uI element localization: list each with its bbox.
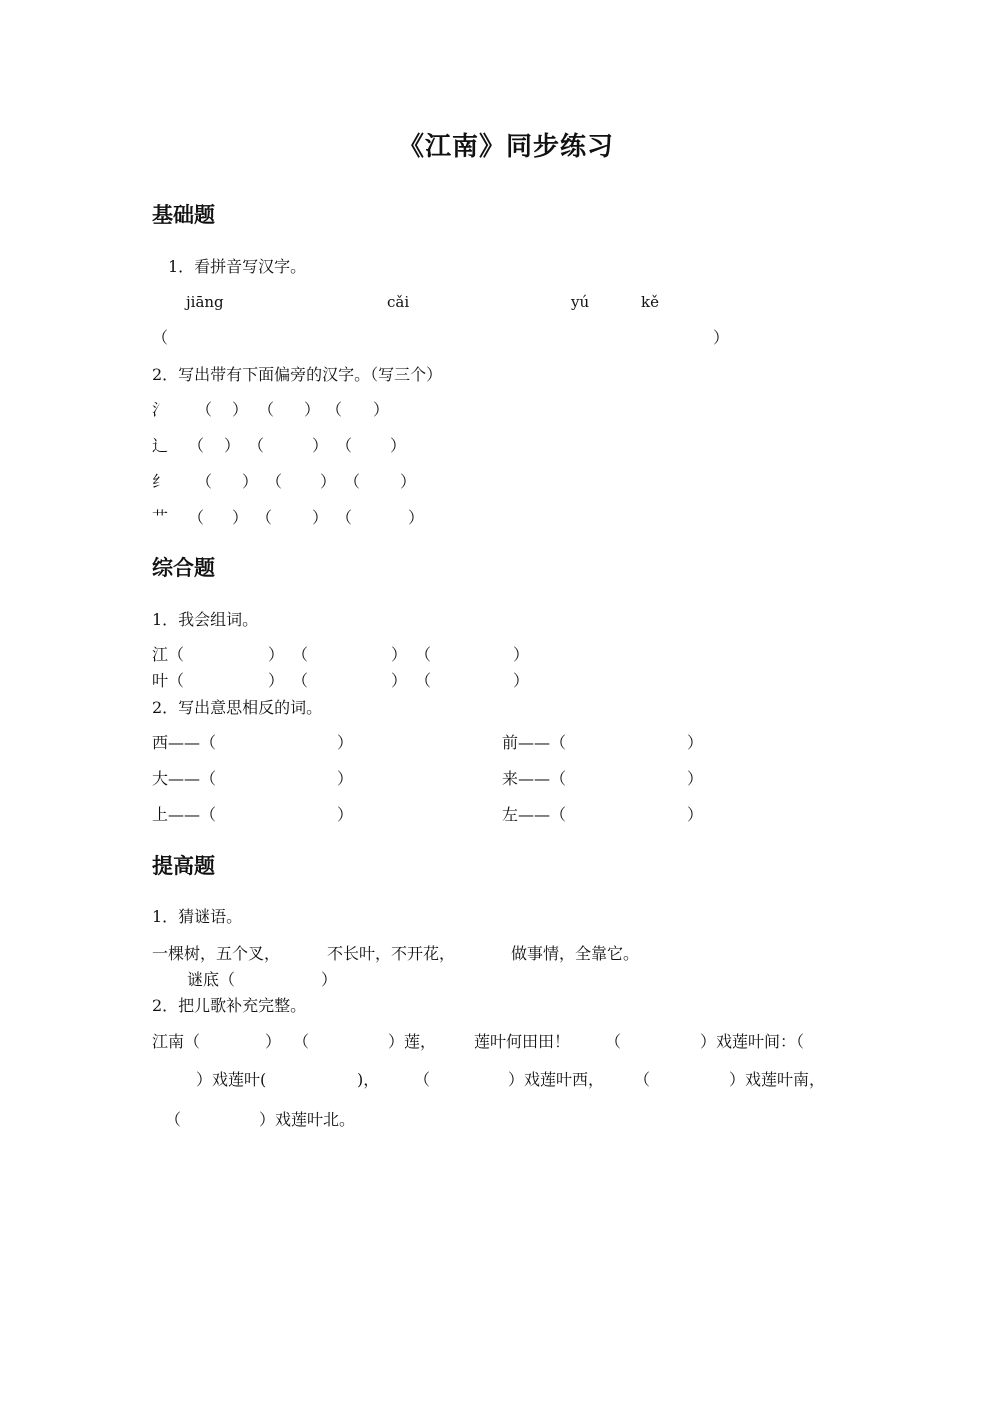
- radical-label: 氵: [152, 400, 169, 419]
- section-heading-basic: 基础题: [152, 202, 215, 227]
- section-heading-combined: 综合题: [152, 555, 215, 580]
- answer-bracket-close: ）: [713, 328, 730, 347]
- section-heading-advanced: 提高题: [152, 853, 215, 878]
- pinyin-4: kě: [641, 293, 659, 311]
- riddle-line: 一棵树，五个叉，: [152, 944, 281, 963]
- answer-bracket-open: （: [152, 328, 169, 347]
- riddle-line: 做事情，全靠它。: [511, 944, 640, 963]
- riddle-line: 不长叶，不开花，: [327, 944, 456, 963]
- riddle-answer-label: 谜底（: [187, 970, 236, 989]
- question-prompt: 1．猜谜语。: [152, 907, 243, 926]
- radical-label: 艹: [152, 508, 169, 527]
- question-prompt: 1．看拼音写汉字。: [168, 257, 307, 276]
- radical-label: 辶: [152, 436, 169, 455]
- question-prompt: 1．我会组词。: [152, 610, 259, 629]
- page-title: 《江南》同步练习: [398, 132, 615, 162]
- radical-label: 纟: [152, 472, 169, 491]
- pinyin-2: cǎi: [387, 293, 410, 311]
- question-prompt: 2．把儿歌补充完整。: [152, 996, 307, 1015]
- pinyin-1: jiāng: [186, 293, 224, 311]
- pinyin-3: yú: [571, 293, 590, 311]
- question-prompt: 2．写出意思相反的词。: [152, 698, 323, 717]
- question-prompt: 2．写出带有下面偏旁的汉字。（写三个）: [152, 365, 443, 384]
